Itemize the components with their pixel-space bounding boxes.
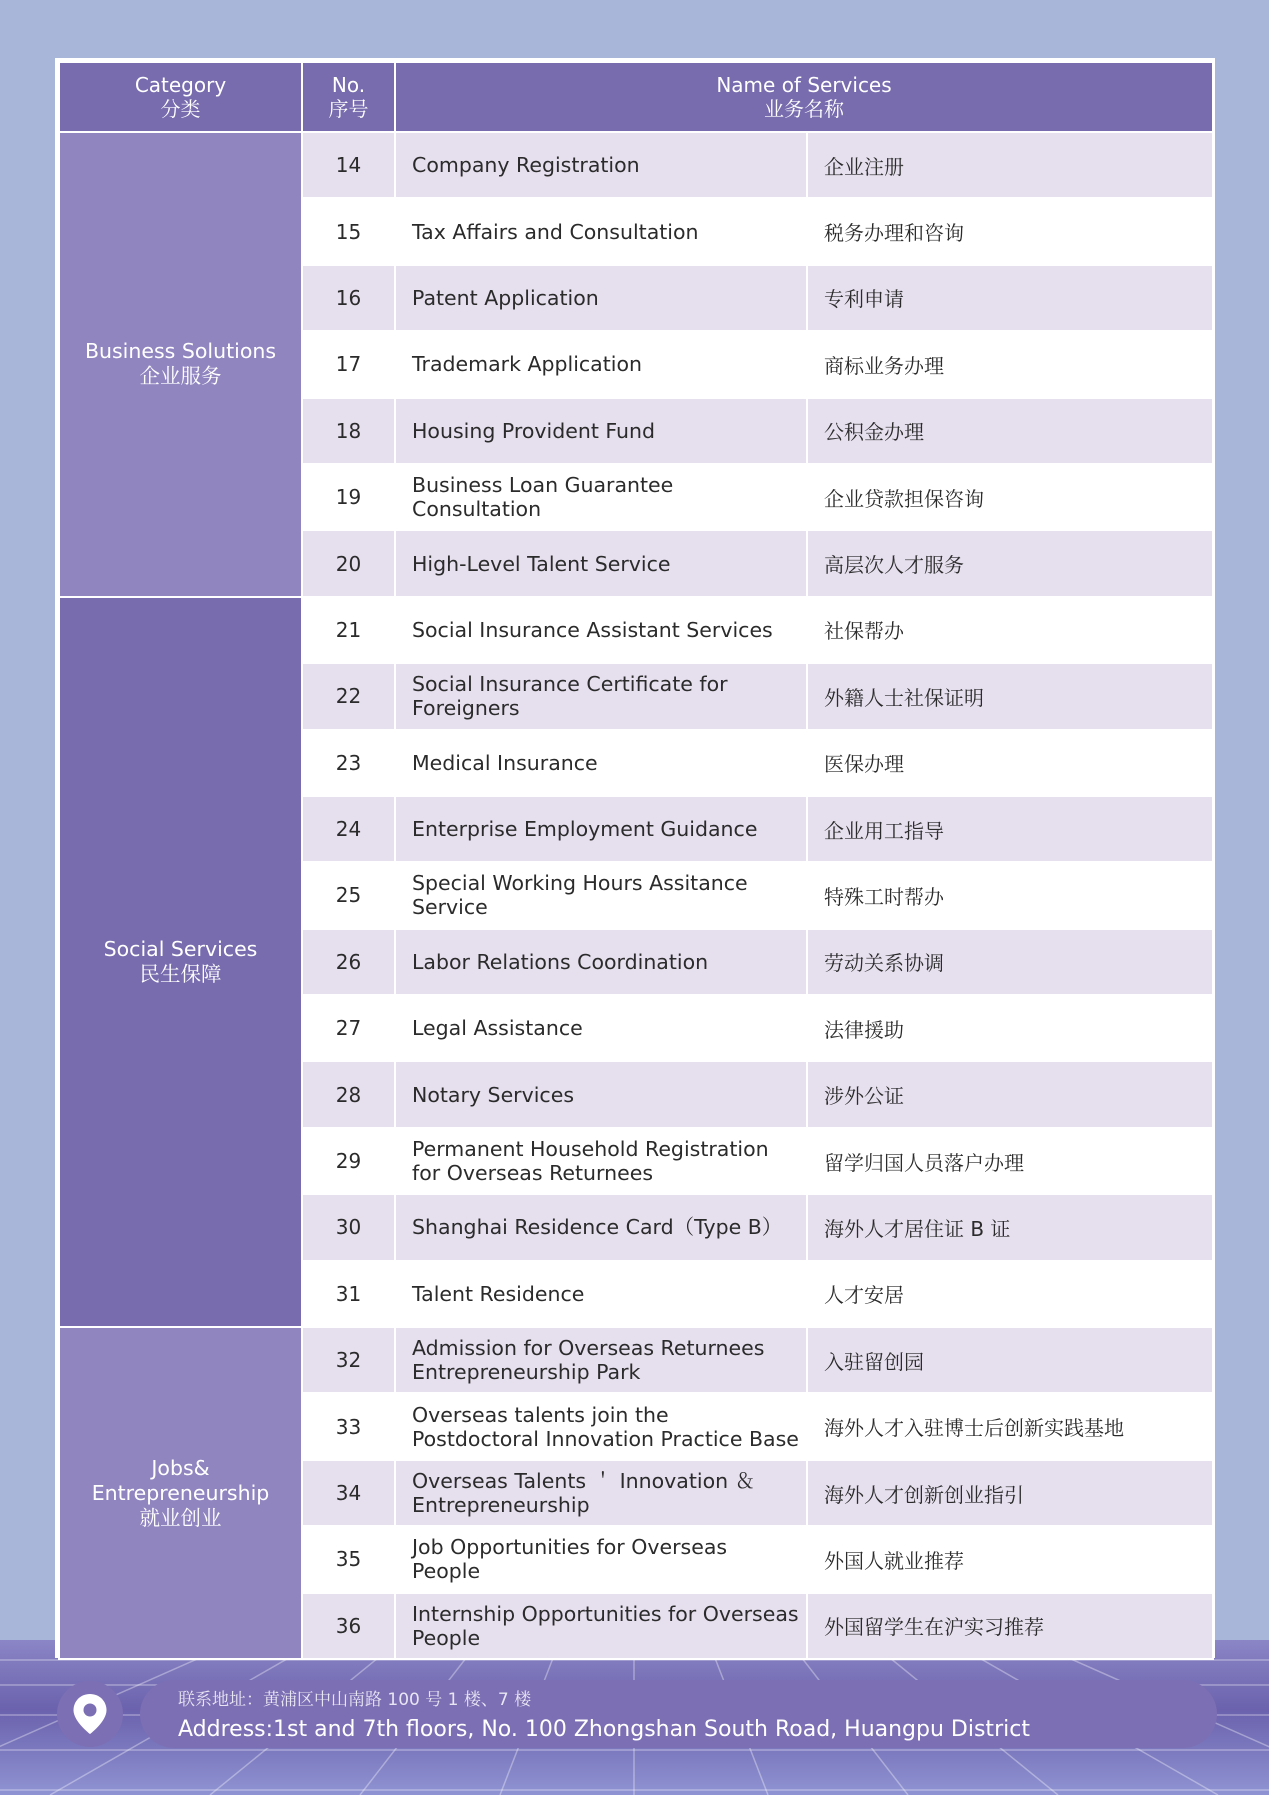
service-number: 35	[302, 1526, 395, 1592]
service-name-zh: 涉外公证	[807, 1061, 1213, 1127]
service-name-en: Legal Assistance	[395, 995, 807, 1061]
service-number: 26	[302, 929, 395, 995]
service-name-en: Notary Services	[395, 1061, 807, 1127]
service-name-zh: 企业用工指导	[807, 796, 1213, 862]
service-number: 36	[302, 1593, 395, 1659]
services-table	[58, 61, 1214, 1660]
service-name-zh: 人才安居	[807, 1261, 1213, 1327]
service-name-en: Permanent Household Registration for Overseas Returnees	[395, 1128, 807, 1194]
service-name-zh: 医保办理	[807, 730, 1213, 796]
service-number: 34	[302, 1460, 395, 1526]
service-name-en: Overseas Talents ＇ Innovation ＆ Entrepreneurship	[395, 1460, 807, 1526]
service-name-en: Trademark Application	[395, 331, 807, 397]
header-category: Category 分类	[59, 62, 302, 132]
service-name-en: High-Level Talent Service	[395, 530, 807, 596]
service-name-en: Talent Residence	[395, 1261, 807, 1327]
service-number: 28	[302, 1061, 395, 1127]
service-name-zh: 外国人就业推荐	[807, 1526, 1213, 1592]
service-name-zh: 特殊工时帮办	[807, 862, 1213, 928]
service-name-zh: 专利申请	[807, 265, 1213, 331]
service-name-en: Business Loan Guarantee Consultation	[395, 464, 807, 530]
service-number: 33	[302, 1393, 395, 1459]
service-number: 29	[302, 1128, 395, 1194]
service-name-en: Social Insurance Assistant Services	[395, 597, 807, 663]
services-table-frame	[55, 58, 1215, 1658]
service-number: 21	[302, 597, 395, 663]
service-name-zh: 高层次人才服务	[807, 530, 1213, 596]
service-name-zh: 入驻留创园	[807, 1327, 1213, 1393]
location-pin-icon	[57, 1681, 123, 1747]
table-header-row	[59, 62, 1213, 132]
service-name-en: Medical Insurance	[395, 730, 807, 796]
service-name-zh: 商标业务办理	[807, 331, 1213, 397]
table-row	[59, 597, 1213, 663]
category-business-solutions: Business Solutions 企业服务	[59, 132, 302, 597]
service-number: 23	[302, 730, 395, 796]
address-chinese: 联系地址：黄浦区中山南路 100 号 1 楼、7 楼	[178, 1690, 532, 1710]
service-name-zh: 外国留学生在沪实习推荐	[807, 1593, 1213, 1659]
service-name-en: Overseas talents join the Postdoctoral Innovation Practice Base	[395, 1393, 807, 1459]
service-number: 25	[302, 862, 395, 928]
service-name-en: Social Insurance Certificate for Foreigners	[395, 663, 807, 729]
service-name-zh: 海外人才居住证 B 证	[807, 1194, 1213, 1260]
header-number: No. 序号	[302, 62, 395, 132]
service-name-en: Enterprise Employment Guidance	[395, 796, 807, 862]
service-name-zh: 海外人才创新创业指引	[807, 1460, 1213, 1526]
service-number: 15	[302, 198, 395, 264]
service-name-en: Internship Opportunities for Overseas People	[395, 1593, 807, 1659]
service-number: 14	[302, 132, 395, 198]
service-name-zh: 海外人才入驻博士后创新实践基地	[807, 1393, 1213, 1459]
service-name-zh: 社保帮办	[807, 597, 1213, 663]
service-number: 32	[302, 1327, 395, 1393]
category-jobs-entrepreneurship: Jobs& Entrepreneurship 就业创业	[59, 1327, 302, 1659]
service-name-en: Patent Application	[395, 265, 807, 331]
service-name-en: Tax Affairs and Consultation	[395, 198, 807, 264]
service-name-en: Company Registration	[395, 132, 807, 198]
service-name-zh: 留学归国人员落户办理	[807, 1128, 1213, 1194]
table-row	[59, 132, 1213, 198]
header-service-name: Name of Services 业务名称	[395, 62, 1213, 132]
service-name-en: Job Opportunities for Overseas People	[395, 1526, 807, 1592]
table-row	[59, 1327, 1213, 1393]
service-number: 30	[302, 1194, 395, 1260]
category-social-services: Social Services 民生保障	[59, 597, 302, 1327]
service-name-zh: 外籍人士社保证明	[807, 663, 1213, 729]
service-name-zh: 公积金办理	[807, 398, 1213, 464]
service-name-zh: 企业注册	[807, 132, 1213, 198]
service-number: 27	[302, 995, 395, 1061]
service-name-en: Labor Relations Coordination	[395, 929, 807, 995]
service-number: 19	[302, 464, 395, 530]
service-name-en: Admission for Overseas Returnees Entrepreneurship Park	[395, 1327, 807, 1393]
service-number: 20	[302, 530, 395, 596]
service-number: 16	[302, 265, 395, 331]
service-number: 18	[302, 398, 395, 464]
service-name-zh: 法律援助	[807, 995, 1213, 1061]
service-name-zh: 税务办理和咨询	[807, 198, 1213, 264]
service-name-zh: 劳动关系协调	[807, 929, 1213, 995]
service-name-zh: 企业贷款担保咨询	[807, 464, 1213, 530]
service-number: 24	[302, 796, 395, 862]
service-number: 31	[302, 1261, 395, 1327]
service-name-en: Special Working Hours Assitance Service	[395, 862, 807, 928]
service-number: 22	[302, 663, 395, 729]
service-name-en: Shanghai Residence Card（Type B）	[395, 1194, 807, 1260]
address-english: Address:1st and 7th floors, No. 100 Zhongshan South Road, Huangpu District	[178, 1717, 1030, 1742]
service-number: 17	[302, 331, 395, 397]
service-name-en: Housing Provident Fund	[395, 398, 807, 464]
